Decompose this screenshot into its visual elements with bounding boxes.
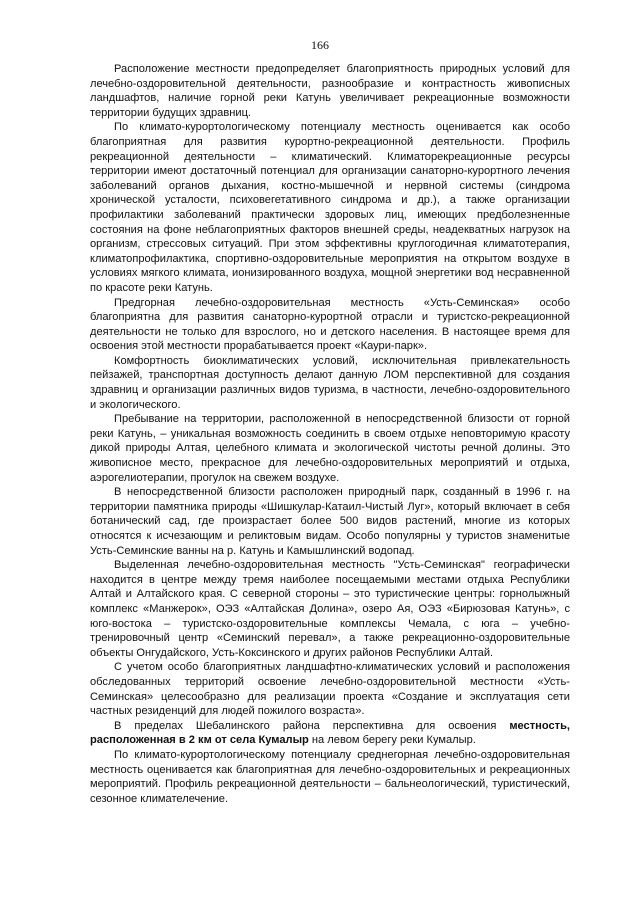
kumalyr-bold: местность, расположенная в 2 км от села Кумалыр [90,719,570,747]
paragraph-katun-proximity: Пребывание на территории, расположенной в непосредственной близости от горной реки Катунь, – уникальная возможность соединить в своем отдыхе неповторимую красоту дикой природы Алтая, целебного климата и экологической чистоты речной долины. Это живописное место, прекрасное для лечебно-оздоровительных мероприятий и отдыха, аэрогелиотерапии, прогулок на свежем воздухе. [90,413,570,484]
paragraph-comfort: Комфортность биоклиматических условий, исключительная привлекательность пейзажей, транспортная доступность делают данную ЛОМ перспективной для создания здравниц и организации различных видов туризма, в частности, лечебно-оздоровительного и экологического. [90,354,570,411]
paragraph-project: С учетом особо благоприятных ландшафтно-климатических условий и расположения обследованных территорий освоение лечебно-оздоровительной местности «Усть-Семинская» целесообразно для реализации проекта «Создание и эксплуатация сети частных резиденций для людей пожилого возраста». [90,661,570,718]
paragraph-climate-potential: По климато-курортологическому потенциалу местность оценивается как особо благоприятная для развития курортно-рекреационной деятельности. Профиль рекреационной деятельности – климатический. Климаторекреационные ресурсы территории имеют достаточный потенциал для организации санаторно-курортного лечения заболеваний органов дыхания, костно-мышечной и нервной системы (синдрома хронической усталости, психовегетативного синдрома и др.), а также организации профилактики заболеваний практически здоровых лиц, имеющих предболезненные состояния на фоне неблагоприятных факторов внешней среды, неадекватных нагрузок на организм, стрессовых ситуаций. При этом эффективны круглогодичная климатотерапия, климатопрофилактика, спортивно-оздоровительные мероприятия на открытом воздухе в условиях мягкого климата, ионизированного воздуха, мощной энергетики вод несравненной по красоте реки Катунь. [90,121,570,294]
page-number: 166 [311,38,329,52]
body-text [90,62,570,806]
paragraph-geography: Выделенная лечебно-оздоровительная местность "Усть-Семинская" географически находится в центре между тремя наиболее посещаемыми местами отдыха Республики Алтай и Алтайского края. С северной стороны – это туристические центры: горнолыжный комплекс «Манжерок», ОЭЗ «Алтайская Долина», озеро Ая, ОЭЗ «Бирюзовая Катунь», с юго-востока – туристско-оздоровительные комплексы Чемала, с юга – учебно-тренировочный центр «Семинский перевал», а также рекреационно-оздоровительные объекты Онгудайского, Усть-Коксинского и других районов Республики Алтай. [90,559,570,659]
paragraph-ust-seminskaya: Предгорная лечебно-оздоровительная местность «Усть-Семинская» особо благоприятна для развития санаторно-курортной отрасли и туристско-рекреационной деятельности не только для взрослого, но и детского населения. В настоящее время для освоения этой местности прорабатывается проект «Каури-парк». [90,296,570,353]
paragraph-kumalyr [90,719,570,748]
paragraph-nature-park: В непосредственной близости расположен природный парк, созданный в 1996 г. на территории памятника природы «Шишкулар-Катаил-Чистый Луг», который включает в себя ботанический сад, где произрастает более 500 видов растений, многие из которых относятся к исчезающим и реликтовым видам. Особо популярны у туристов знаменитые Усть-Семинские ванны на р. Катунь и Камышлинский водопад. [90,486,570,557]
paragraph-location: Расположение местности предопределяет благоприятность природных условий для лечебно-оздоровительной деятельности, разнообразие и контрастность живописных ландшафтов, наличие горной реки Катунь увеличивает рекреационные возможности территории будущих здравниц. [90,63,570,119]
kumalyr-suffix: на левом берегу реки Кумалыр. [308,734,476,747]
paragraph-midmountain: По климато-курортологическому потенциалу среднегорная лечебно-оздоровительная местность оценивается как благоприятная для лечебно-оздоровительных и рекреационных мероприятий. Профиль рекреационной деятельности – бальнеологический, туристический, сезонное климателечение. [90,748,570,805]
kumalyr-prefix: В пределах Шебалинского района перспективна для освоения [114,719,510,732]
